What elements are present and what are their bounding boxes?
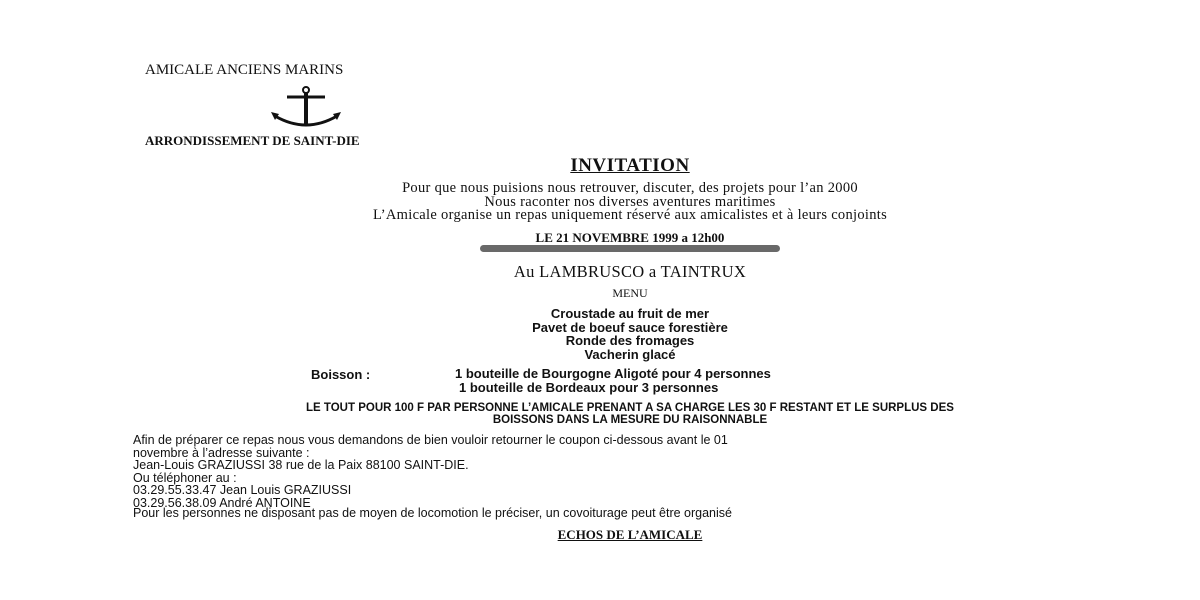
dish-item: Vacherin glacé: [584, 346, 676, 362]
event-venue: Au LAMBRUSCO a TAINTRUX: [513, 262, 747, 281]
organization-name: AMICALE ANCIENS MARINS: [145, 62, 344, 78]
drink-item: 1 bouteille de Bordeaux pour 3 personnes: [459, 379, 719, 395]
arrondissement-label: ARRONDISSEMENT DE SAINT-DIE: [145, 133, 360, 148]
contact-line: 03.29.56.38.09 André ANTOINE: [133, 495, 311, 510]
dish-item: Ronde des fromages: [565, 333, 695, 348]
drinks-list: [455, 367, 771, 394]
invitation-title: INVITATION: [570, 155, 690, 176]
price-line: LE TOUT POUR 100 F PAR PERSONNE L’AMICALE PRENANT A SA CHARGE LES 30 F RESTANT ET LE SURPLUS DES: [306, 402, 954, 414]
intro-text: [0, 182, 1200, 223]
highlight-mark: [480, 245, 780, 252]
contact-line: Afin de préparer ce repas nous vous demandons de bien vouloir retourner le coupon ci-dessous avant le 01: [133, 433, 728, 447]
menu-title: MENU: [612, 286, 648, 300]
dish-item: Pavet de boeuf sauce forestière: [532, 319, 728, 335]
event-date: LE 21 NOVEMBRE 1999 a 12h00: [535, 230, 725, 245]
drink-item: 1 bouteille de Bourgogne Aligoté pour 4 personnes: [455, 366, 771, 381]
drinks-label: Boisson :: [311, 367, 371, 382]
contact-line: Ou téléphoner au :: [133, 470, 237, 485]
dish-item: Croustade au fruit de mer: [550, 306, 710, 321]
intro-line: Pour que nous puisions nous retrouver, discuter, des projets pour l’an 2000: [402, 180, 858, 196]
carpool-note: Pour les personnes ne disposant pas de moyen de locomotion le préciser, un covoiturage peut être organisé: [133, 506, 732, 520]
contact-line: 03.29.55.33.47 Jean Louis GRAZIUSSI: [133, 483, 352, 497]
intro-line: L’Amicale organise un repas uniquement réservé aux amicalistes et à leurs conjoints: [372, 207, 888, 223]
contact-line: Jean-Louis GRAZIUSSI 38 rue de la Paix 88100 SAINT-DIE.: [133, 458, 469, 472]
anchor-icon: [265, 86, 347, 130]
contact-block: [133, 434, 728, 509]
price-statement: [0, 402, 1200, 426]
contact-line: novembre à l’adresse suivante :: [133, 445, 310, 460]
intro-line: Nous raconter nos diverses aventures maritimes: [484, 193, 776, 210]
menu-dishes: [0, 307, 1200, 361]
price-line: BOISSONS DANS LA MESURE DU RAISONNABLE: [492, 414, 768, 426]
echos-heading: ECHOS DE L’AMICALE: [557, 527, 703, 542]
